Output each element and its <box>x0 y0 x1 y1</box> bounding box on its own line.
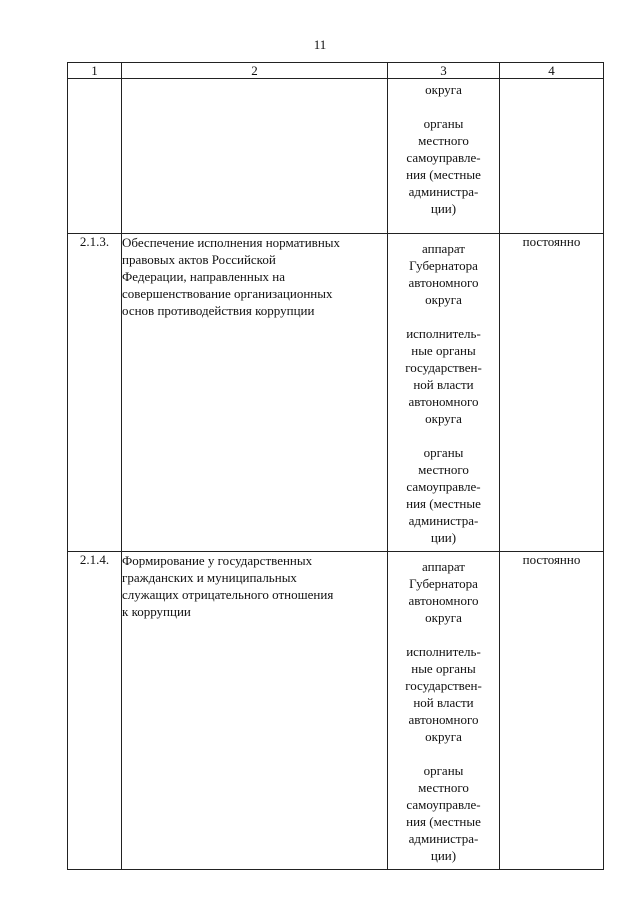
item-number: 2.1.4. <box>68 552 122 870</box>
executor-line: ции) <box>430 530 457 545</box>
executor-line: автономного <box>408 275 479 290</box>
table-row <box>68 234 604 552</box>
executor-line: ции) <box>430 848 457 863</box>
executor-line: местного <box>418 780 469 795</box>
executor-line: округа <box>425 292 462 307</box>
column-header-4: 4 <box>500 63 604 79</box>
executor-line: администра- <box>408 831 479 846</box>
executor-line: округа <box>425 610 462 625</box>
executor-line: самоуправле- <box>406 479 481 494</box>
executor-line: автономного <box>408 712 479 727</box>
executor-line: ной власти <box>413 695 474 710</box>
execution-term: постоянно <box>500 234 604 552</box>
executor-line: органы <box>423 116 464 131</box>
executor-line: округа <box>425 82 462 97</box>
executor-line: ния (местные <box>406 814 481 829</box>
column-header-1: 1 <box>68 63 122 79</box>
executor-line: самоуправле- <box>406 797 481 812</box>
executor-group <box>388 444 499 546</box>
table-header-row <box>68 63 604 79</box>
executor-line: автономного <box>408 593 479 608</box>
executor-line: ные органы <box>411 661 476 676</box>
executor-line: администра- <box>408 513 479 528</box>
executor-line: органы <box>423 763 464 778</box>
executor-line: ные органы <box>411 343 476 358</box>
table-row <box>68 79 604 234</box>
description-line: совершенствование организационных <box>122 286 333 301</box>
executor-line: ции) <box>430 201 457 216</box>
page-number: 11 <box>313 37 327 52</box>
execution-term <box>500 79 604 234</box>
executor-line: округа <box>425 411 462 426</box>
description-line: Обеспечение исполнения нормативных <box>122 235 341 250</box>
measure-description <box>122 79 388 234</box>
measure-description <box>122 552 388 870</box>
item-number <box>68 79 122 234</box>
responsible-executors <box>388 234 500 552</box>
executor-group <box>388 762 499 864</box>
description-line: Формирование у государственных <box>122 553 313 568</box>
executor-group <box>388 558 499 626</box>
executor-line: ния (местные <box>406 167 481 182</box>
executor-line: ния (местные <box>406 496 481 511</box>
plan-table <box>67 62 604 870</box>
execution-term: постоянно <box>500 552 604 870</box>
item-number: 2.1.3. <box>68 234 122 552</box>
executor-group <box>388 325 499 427</box>
measure-description <box>122 234 388 552</box>
table-row <box>68 552 604 870</box>
responsible-executors <box>388 79 500 234</box>
executor-line: органы <box>423 445 464 460</box>
description-line: Федерации, направленных на <box>122 269 286 284</box>
executor-group <box>388 643 499 745</box>
column-header-3: 3 <box>388 63 500 79</box>
description-line: служащих отрицательного отношения <box>122 587 334 602</box>
executor-line: ной власти <box>413 377 474 392</box>
executor-line: самоуправле- <box>406 150 481 165</box>
executor-line: аппарат <box>422 559 465 574</box>
executor-line: государствен- <box>405 360 482 375</box>
executor-line: округа <box>425 729 462 744</box>
executor-line: администра- <box>408 184 479 199</box>
column-header-2: 2 <box>122 63 388 79</box>
description-line: к коррупции <box>122 604 191 619</box>
executor-line: Губернатора <box>409 258 478 273</box>
description-line: основ противодействия коррупции <box>122 303 315 318</box>
executor-line: исполнитель- <box>406 326 481 341</box>
executor-group <box>388 240 499 308</box>
executor-line: Губернатора <box>409 576 478 591</box>
description-line: правовых актов Российской <box>122 252 276 267</box>
description-line: гражданских и муниципальных <box>122 570 297 585</box>
executor-group <box>388 81 499 98</box>
executor-line: исполнитель- <box>406 644 481 659</box>
executor-line: автономного <box>408 394 479 409</box>
executor-group <box>388 115 499 217</box>
executor-line: государствен- <box>405 678 482 693</box>
executor-line: аппарат <box>422 241 465 256</box>
executor-line: местного <box>418 133 469 148</box>
responsible-executors <box>388 552 500 870</box>
executor-line: местного <box>418 462 469 477</box>
